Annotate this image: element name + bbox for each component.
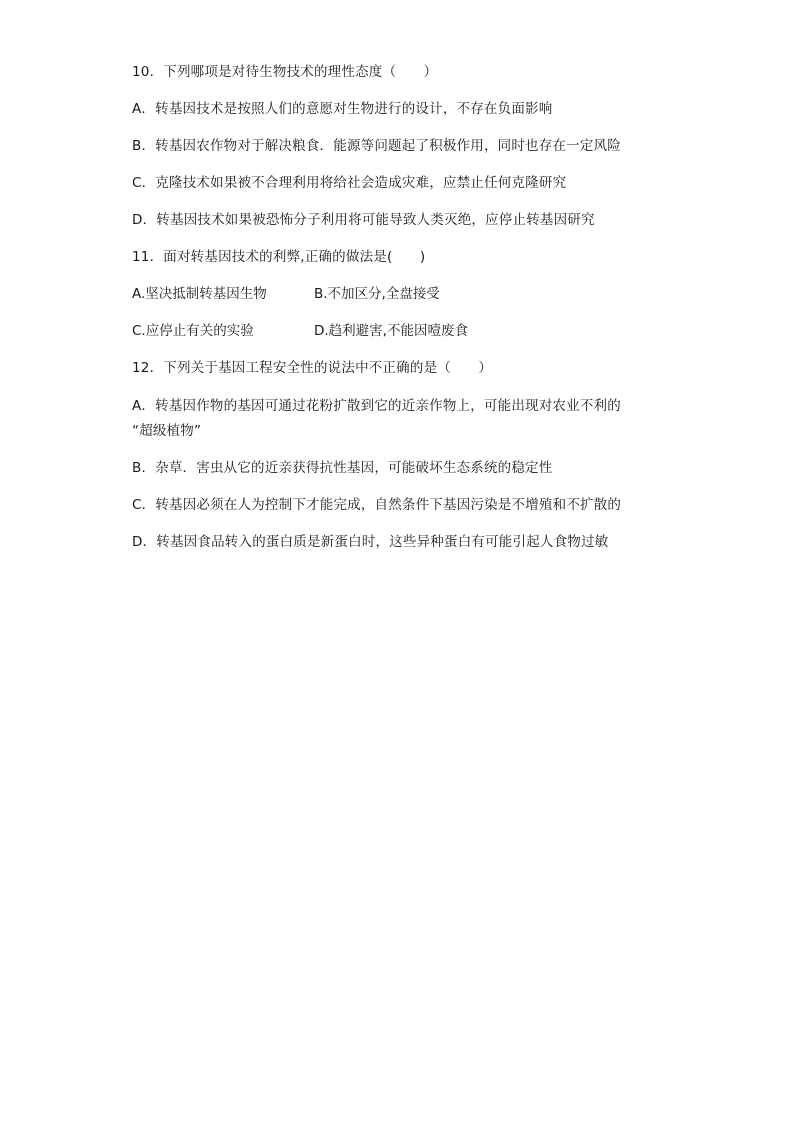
question-10-option-a: A．转基因技术是按照人们的意愿对生物进行的设计，不存在负面影响 [132,101,553,117]
question-11-option-b: B.不加区分,全盘接受 [314,286,440,302]
question-12-option-a-continued: “超级植物” [132,423,202,439]
question-11-stem: 11．面对转基因技术的利弊,正确的做法是( ) [132,249,426,265]
question-11-option-a: A.坚决抵制转基因生物 [132,286,267,302]
question-10-option-d: D．转基因技术如果被恐怖分子利用将可能导致人类灭绝，应停止转基因研究 [132,212,595,228]
question-11-option-c: C.应停止有关的实验 [132,323,254,339]
question-10-stem: 10．下列哪项是对待生物技术的理性态度（ ） [132,64,438,80]
question-10-option-c: C．克隆技术如果被不合理利用将给社会造成灾难，应禁止任何克隆研究 [132,175,567,191]
question-12-option-a: A．转基因作物的基因可通过花粉扩散到它的近亲作物上，可能出现对农业不利的 [132,398,621,414]
question-12-option-c: C．转基因必须在人为控制下才能完成，自然条件下基因污染是不增殖和不扩散的 [132,497,622,513]
question-11-options-row-2 [132,322,468,340]
question-12-option-b: B．杂草．害虫从它的近亲获得抗性基因，可能破坏生态系统的稳定性 [132,460,553,476]
question-12-stem: 12．下列关于基因工程安全性的说法中不正确的是（ ） [132,360,493,376]
question-11-option-d: D.趋利避害,不能因噎废食 [314,323,468,339]
question-10-option-b: B．转基因农作物对于解决粮食．能源等问题起了积极作用，同时也存在一定风险 [132,138,621,154]
question-11-options-row-1 [132,285,440,303]
question-12-option-d: D．转基因食品转入的蛋白质是新蛋白时，这些异种蛋白有可能引起人食物过敏 [132,534,609,550]
